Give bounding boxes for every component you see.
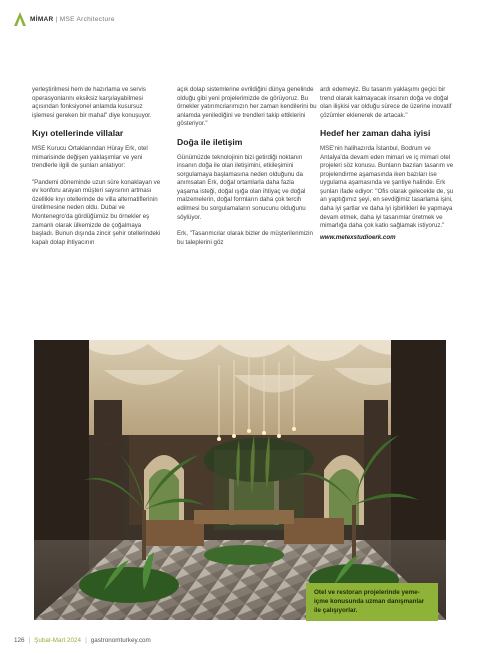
- page-number: 126: [14, 637, 25, 644]
- footer-website[interactable]: gastronomturkey.com: [90, 637, 151, 644]
- text-column-3: [320, 86, 460, 250]
- issue-date: Şubat-Mart 2024: [34, 637, 82, 644]
- paragraph: MSE'nin halihazırda İstanbul, Bodrum ve Antalya'da devam eden mimari ve iç mimari otel projeleri söz konusu. Bunların bazıları tasarım ve projelendirme aşamasında iken bazıları ise uygulama aşamasında ve şantiye halinde. Erk şunları ifade ediyor: "Ofis olarak gelecekte de, şu an yaptığımız şeyi, en sevdiğimiz tasarlama işini, daha iyi şartlar ve daha iyi işbirlikleri ile yapmaya devam etmek, daha iyi tasarımlar üretmek ve mimarlığa daha çok katkı sağlamak istiyoruz.": [320, 145, 454, 230]
- text-column-2: [177, 86, 317, 255]
- paragraph: Erk, "Tasarımcılar olarak bizler de müşterilerimizin bu taleplerini göz: [177, 230, 313, 246]
- restaurant-interior-photo: [34, 340, 446, 620]
- brand-name: MİMAR: [30, 15, 54, 23]
- website-link[interactable]: www.metexstudioerk.com: [320, 233, 396, 241]
- mimar-logo-icon: [14, 12, 26, 26]
- brand-line: MİMAR | MSE Architecture: [30, 15, 115, 23]
- paragraph: ardı edemeyiz. Bu tasarım yaklaşımı geçici bir trend olarak kalmayacak insanın doğa ve doğal olan ilişkisi var olduğu sürece de üzerine inovatif çözümler eklenerek de artacak.": [320, 86, 452, 119]
- paragraph: "Pandemi döneminde uzun süre konaklayan ve ev konforu arayan müşteri sayısının artması özellikle kıyı otellerinde de villa alternatiflerinin üretilmesine neden oldu. Dubai ve Montenegro'da gördüğümüz bu örnekler eş zamanlı olarak ülkemizde de çoğalmaya başladı. Bunun dışında zincir şehir otellerindeki kapalı dolap ihtiyacının: [32, 178, 161, 246]
- text-column-1: [32, 86, 162, 255]
- paragraph: yerleştirilmesi hem de hazırlama ve servis operasyonlarını eksiksiz karşılayabilmesi açısından fonksiyonel anlamda kusursuz işlemesi gereken bir mahal" diye konuşuyor.: [32, 86, 152, 119]
- page-header: [14, 12, 115, 26]
- photo-illustration: [34, 340, 446, 620]
- footer-separator: |: [85, 637, 87, 644]
- subheading: Doğa ile iletişim: [177, 136, 243, 147]
- footer-separator: |: [28, 637, 31, 644]
- subheading: Hedef her zaman daha iyisi: [320, 128, 431, 139]
- page-footer: [14, 637, 151, 644]
- photo-caption: Otel ve restoran projelerinde yeme-içme konusunda uzman danışmanlar ile çalışıyorlar.: [306, 583, 438, 621]
- paragraph: MSE Kurucu Ortaklarından Hüray Erk, otel mimarisinde değişen yaklaşımlar ve yeni trendlerle ilgili de şunları anlatıyor:: [32, 145, 148, 170]
- section-name: MSE Architecture: [59, 15, 115, 23]
- paragraph: açık dolap sistemlerine evrildiğini dünya genelinde olduğu gibi yeni projelerimizde de görüyoruz. Bu örnekler yatırımcılarımızın her zaman kendilerini bu anlamda yenilediğini ve trendleri takip ettiklerini gösteriyor.": [177, 86, 317, 128]
- paragraph: Günümüzde teknolojinin bizi getirdiği noktanın insanın doğa ile olan iletişimini, etkileşimini sorgulamaya başlamasına neden olduğunu da anımsatan Erk, doğal ortamlarla daha fazla yaşama isteği, doğal ışığa olan ihtiyaç ve doğal malzemelerin, doğal formların daha çok tercih edilmesi bu sorgulamaların sonucunu olduğunu söylüyor.: [177, 153, 306, 221]
- subheading: Kıyı otellerinde villalar: [32, 128, 124, 139]
